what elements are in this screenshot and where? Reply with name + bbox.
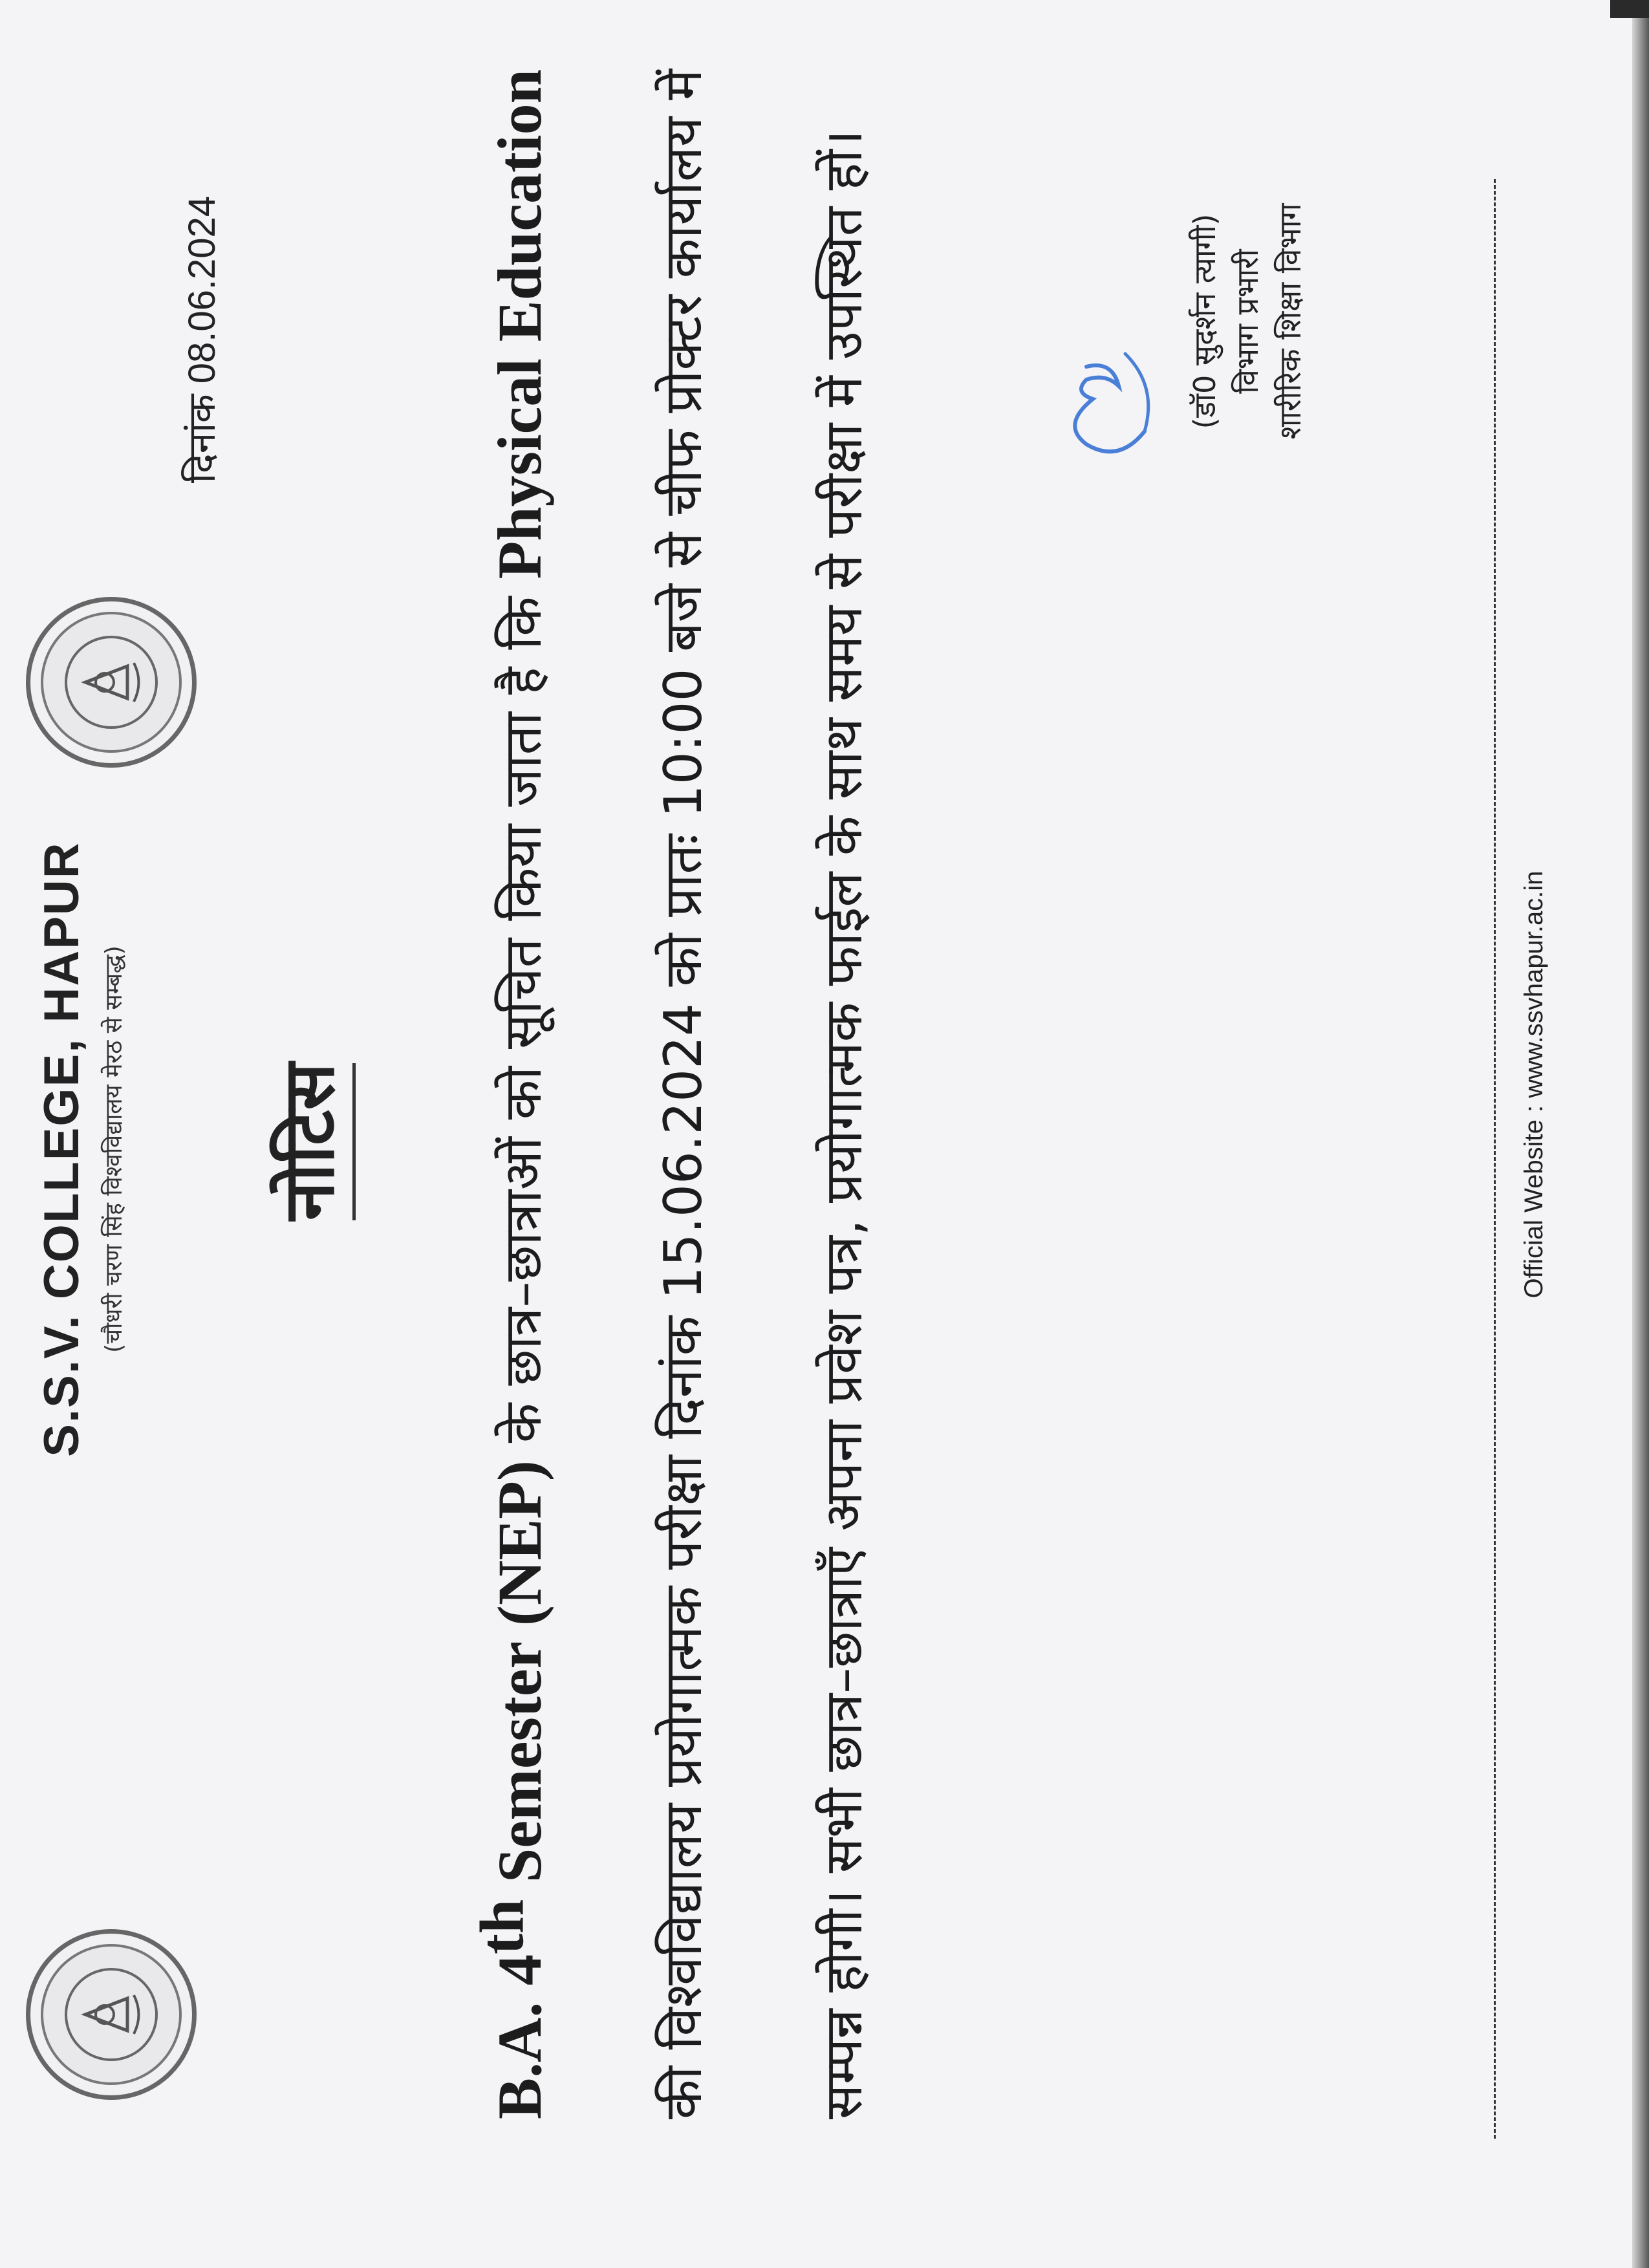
signatory-name: (डॉ0 सुदर्शन त्यागी)	[1187, 213, 1222, 429]
seal-emblem-icon	[30, 1934, 192, 2095]
course-superscript: th	[467, 1899, 537, 1955]
footer-divider	[1494, 179, 1496, 2139]
notice-body	[440, 69, 924, 2119]
college-seal-left	[26, 1929, 197, 2100]
notice-text-part: के छात्र–छात्राओं को सूचित किया जाता है कि	[493, 579, 553, 1461]
signatory-department: शारीरिक शिक्षा विभाग	[1273, 203, 1308, 440]
notice-title: नोटिस	[272, 1063, 356, 1220]
college-name: S.S.V. COLLEGE, HAPUR	[34, 841, 89, 1457]
affiliation-line: (चौधरी चरण सिंह विश्वविद्यालय मेरठ से सम्बद्ध)	[101, 945, 127, 1353]
seal-emblem-icon	[30, 601, 192, 763]
signatory-block	[1183, 76, 1311, 567]
notice-text-part: की विश्वविद्यालय प्रयोगात्मक परीक्षा दिनांक 15.06.2024 को प्रातः 10:00 बजे से चीफ प्रोक्टर कार्यालय में सम्पन्न होगी। सभी छात्र–छात्राएँ अपना प्रवेश पत्र, प्रयोगात्मक फाईल के साथ समय से परीक्षा में उपस्थित हों।	[653, 69, 874, 2119]
college-seal-right	[26, 597, 197, 768]
subject-name: Physical Education	[485, 69, 554, 579]
signatory-designation: विभाग प्रभारी	[1230, 249, 1265, 394]
official-website: Official Website : www.ssvhapur.ac.in	[1520, 870, 1548, 1299]
course-semester: Semester (NEP)	[485, 1460, 554, 1899]
signature-icon	[1048, 328, 1170, 470]
course-name: B.A. 4	[485, 1954, 554, 2119]
notice-date: दिनांक 08.06.2024	[181, 196, 223, 483]
